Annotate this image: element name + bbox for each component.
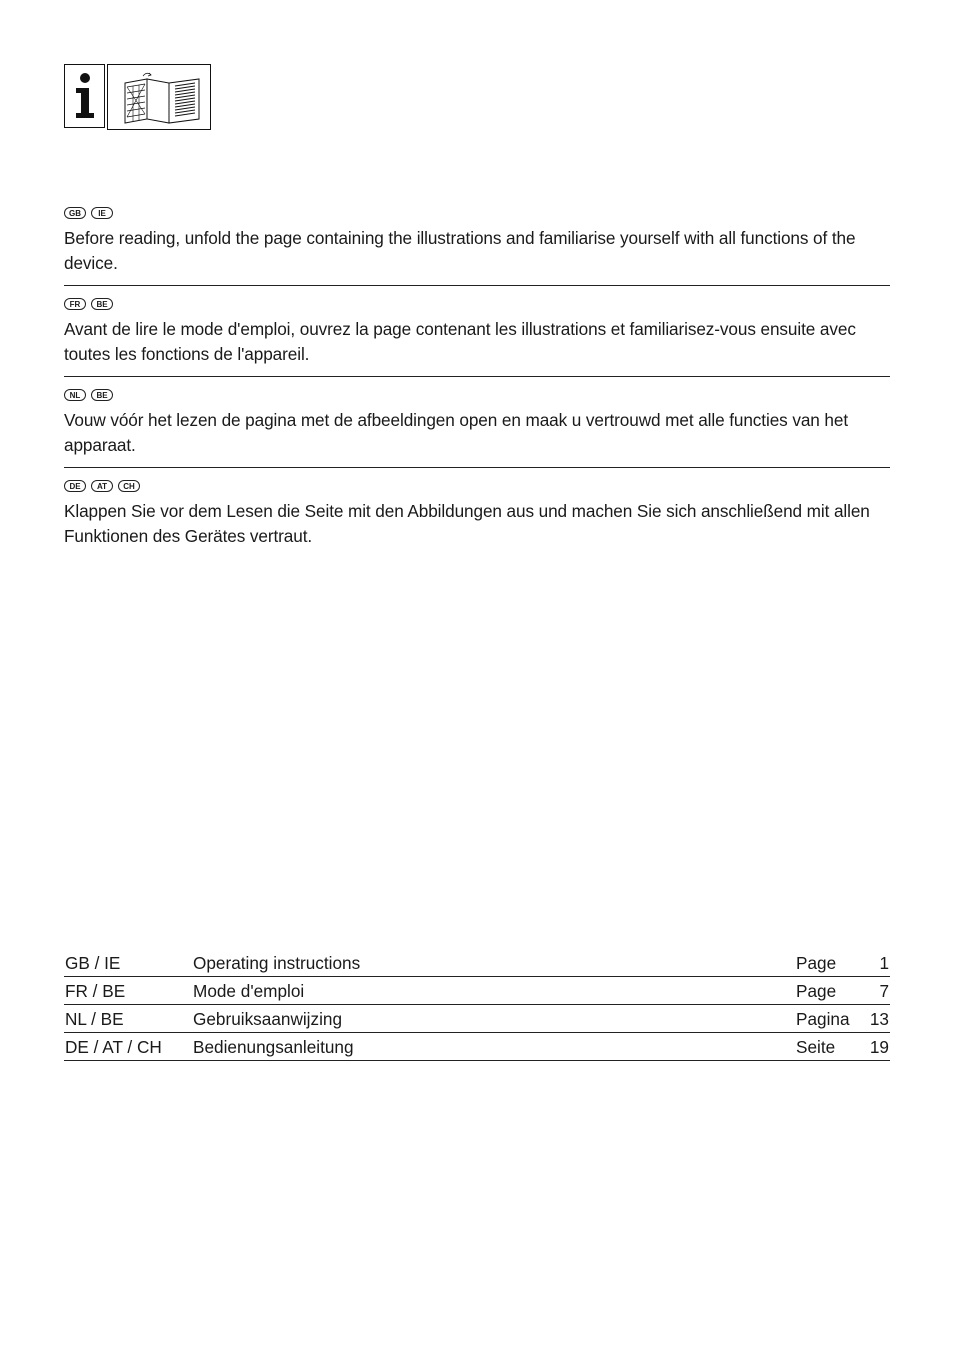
toc-language: NL / BE <box>65 1009 124 1029</box>
toc-page-number: 1 <box>879 953 889 973</box>
instruction-text: Vouw vóór het lezen de pagina met de afbeeldingen open en maak u vertrouwd met alle functies van het apparaat. <box>64 410 849 455</box>
toc-page-label: Page <box>796 953 837 973</box>
toc-page-label: Pagina <box>796 1009 850 1029</box>
info-icon <box>64 64 105 128</box>
country-badge: CH <box>118 480 140 492</box>
instruction-text: Before reading, unfold the page containing the illustrations and familiarise yourself with all functions of the device. <box>64 228 856 273</box>
instruction-text: Klappen Sie vor dem Lesen die Seite mit den Abbildungen aus und machen Sie sich anschließend mit allen Funktionen des Gerätes vertraut. <box>64 501 870 546</box>
country-badge: FR <box>64 298 86 310</box>
toc-page-number: 13 <box>869 1009 889 1029</box>
toc-row <box>64 1006 890 1033</box>
toc-title: Mode d'emploi <box>193 981 305 1001</box>
instruction-section-gb-ie <box>64 206 890 276</box>
toc-page-number: 7 <box>879 981 889 1001</box>
country-badge: BE <box>91 298 113 310</box>
toc-title: Gebruiksaanwijzing <box>193 1009 343 1029</box>
section-divider <box>64 467 890 468</box>
toc-language: FR / BE <box>65 981 126 1001</box>
info-icon-block <box>64 64 211 130</box>
toc-page-label: Seite <box>796 1037 836 1057</box>
instruction-section-fr-be <box>64 297 890 367</box>
language-badges <box>64 297 890 311</box>
instruction-section-nl-be <box>64 388 890 458</box>
toc-language: GB / IE <box>65 953 121 973</box>
toc-title: Operating instructions <box>193 953 361 973</box>
country-badge: GB <box>64 207 86 219</box>
toc-row <box>64 978 890 1005</box>
unfold-book-icon <box>107 64 211 130</box>
toc-title: Bedienungsanleitung <box>193 1037 354 1057</box>
language-badges <box>64 388 890 402</box>
country-badge: AT <box>91 480 113 492</box>
table-of-contents <box>64 950 890 1062</box>
toc-row <box>64 1034 890 1061</box>
language-badges <box>64 479 890 493</box>
section-divider <box>64 285 890 286</box>
section-divider <box>64 376 890 377</box>
toc-page-label: Page <box>796 981 837 1001</box>
toc-page-number: 19 <box>869 1037 889 1057</box>
instruction-section-de-at-ch <box>64 479 890 549</box>
instruction-text: Avant de lire le mode d'emploi, ouvrez la page contenant les illustrations et familiarisez-vous ensuite avec toutes les fonctions de l'appareil. <box>64 319 856 364</box>
country-badge: IE <box>91 207 113 219</box>
language-badges <box>64 206 890 220</box>
country-badge: BE <box>91 389 113 401</box>
toc-row <box>64 950 890 977</box>
country-badge: DE <box>64 480 86 492</box>
toc-language: DE / AT / CH <box>65 1037 162 1057</box>
country-badge: NL <box>64 389 86 401</box>
